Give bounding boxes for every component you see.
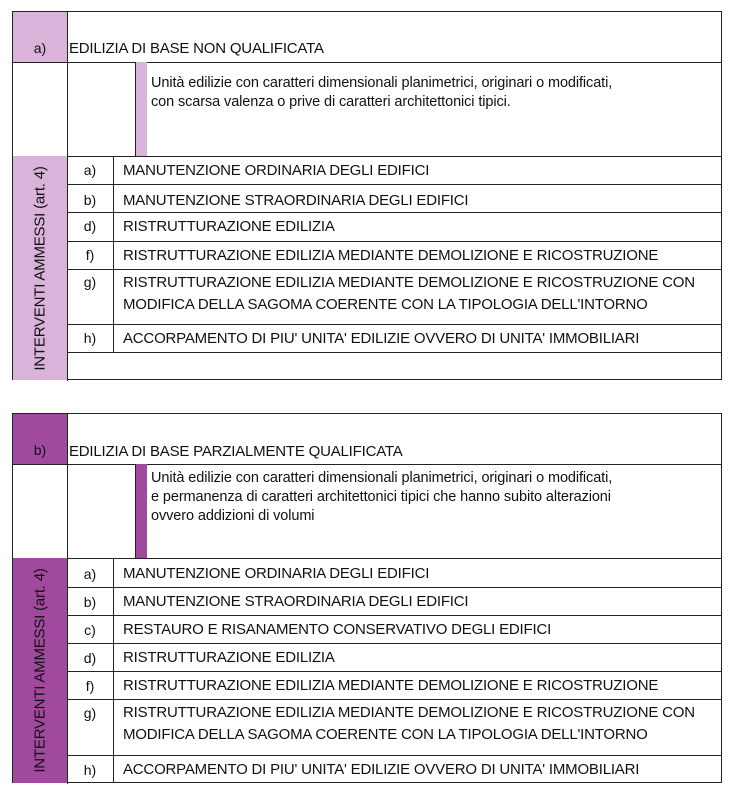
intervention-row: RISTRUTTURAZIONE EDILIZIA MEDIANTE DEMOLIZIONE E RICOSTRUZIONE bbox=[123, 677, 659, 694]
row-letter: f) bbox=[85, 247, 95, 263]
intervention-row: MANUTENZIONE ORDINARIA DEGLI EDIFICI bbox=[123, 565, 430, 582]
intervention-row bbox=[123, 702, 695, 746]
section-title: EDILIZIA DI BASE NON QUALIFICATA bbox=[69, 40, 324, 57]
row-letter: d) bbox=[83, 650, 97, 666]
row-letter: g) bbox=[83, 705, 97, 721]
section-b-table bbox=[12, 413, 722, 783]
description-line: ovvero addizioni di volumi bbox=[151, 508, 315, 524]
row-letter: h) bbox=[83, 762, 97, 778]
section-title: EDILIZIA DI BASE PARZIALMENTE QUALIFICATA bbox=[69, 443, 403, 460]
side-label-text: INTERVENTI AMMESSI (art. 4) bbox=[31, 568, 49, 773]
description-line: Unità edilizie con caratteri dimensionali planimetrici, originari o modificati, bbox=[151, 470, 613, 486]
section-letter-text: b) bbox=[33, 442, 47, 458]
row-letter: a) bbox=[83, 566, 97, 582]
row-letter: a) bbox=[83, 162, 97, 178]
row-letter: b) bbox=[83, 192, 97, 208]
section-letter bbox=[13, 414, 67, 464]
interventions-side-label bbox=[13, 156, 67, 380]
interventions-side-label bbox=[13, 558, 67, 783]
intervention-row: RESTAURO E RISANAMENTO CONSERVATIVO DEGLI EDIFICI bbox=[123, 621, 552, 638]
row-letter: d) bbox=[83, 218, 97, 234]
section-description bbox=[151, 74, 612, 112]
intervention-row: ACCORPAMENTO DI PIU' UNITA' EDILIZIE OVVERO DI UNITA' IMMOBILIARI bbox=[123, 330, 640, 347]
row-line: RISTRUTTURAZIONE EDILIZIA MEDIANTE DEMOLIZIONE E RICOSTRUZIONE CON bbox=[123, 274, 695, 291]
row-line: MODIFICA DELLA SAGOMA COERENTE CON LA TIPOLOGIA DELL'INTORNO bbox=[123, 296, 648, 313]
description-line: con scarsa valenza o prive di caratteri architettonici tipici. bbox=[151, 94, 511, 110]
intervention-row: RISTRUTTURAZIONE EDILIZIA bbox=[123, 218, 335, 235]
intervention-row: MANUTENZIONE STRAORDINARIA DEGLI EDIFICI bbox=[123, 593, 469, 610]
intervention-row: MANUTENZIONE STRAORDINARIA DEGLI EDIFICI bbox=[123, 192, 469, 209]
section-description bbox=[151, 469, 612, 526]
description-accent-bar bbox=[135, 62, 147, 156]
intervention-row: ACCORPAMENTO DI PIU' UNITA' EDILIZIE OVVERO DI UNITA' IMMOBILIARI bbox=[123, 761, 640, 778]
intervention-row: RISTRUTTURAZIONE EDILIZIA MEDIANTE DEMOLIZIONE E RICOSTRUZIONE bbox=[123, 247, 659, 264]
intervention-row bbox=[123, 272, 695, 316]
section-letter-text: a) bbox=[33, 40, 47, 56]
description-line: e permanenza di caratteri architettonici tipici che hanno subito alterazioni bbox=[151, 489, 611, 505]
row-letter: g) bbox=[83, 274, 97, 290]
description-line: Unità edilizie con caratteri dimensionali planimetrici, originari o modificati, bbox=[151, 75, 613, 91]
section-a-table bbox=[12, 11, 722, 380]
row-letter: f) bbox=[85, 678, 95, 694]
row-letter: c) bbox=[84, 622, 96, 638]
row-line: RISTRUTTURAZIONE EDILIZIA MEDIANTE DEMOLIZIONE E RICOSTRUZIONE CON bbox=[123, 704, 695, 721]
row-letter: b) bbox=[83, 594, 97, 610]
side-label-text: INTERVENTI AMMESSI (art. 4) bbox=[31, 165, 49, 371]
description-accent-bar bbox=[135, 464, 147, 558]
section-letter bbox=[13, 12, 67, 62]
row-letter: h) bbox=[83, 330, 97, 346]
intervention-row: MANUTENZIONE ORDINARIA DEGLI EDIFICI bbox=[123, 162, 430, 179]
row-line: MODIFICA DELLA SAGOMA COERENTE CON LA TIPOLOGIA DELL'INTORNO bbox=[123, 726, 648, 743]
intervention-row: RISTRUTTURAZIONE EDILIZIA bbox=[123, 649, 335, 666]
